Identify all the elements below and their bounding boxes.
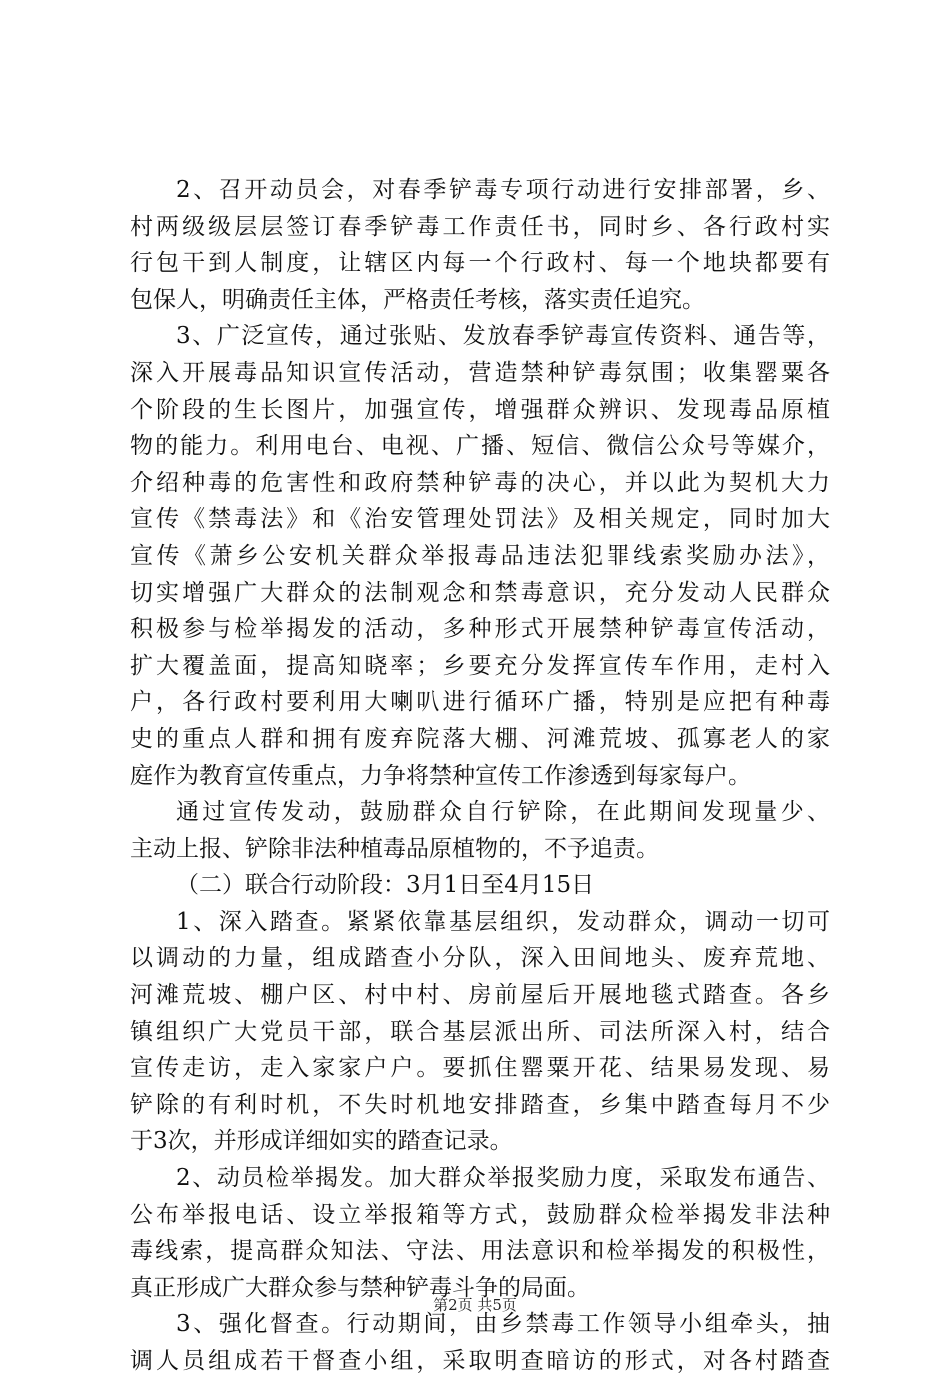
text-line: 镇组织广大党员干部，联合基层派出所、司法所深入村，结合 [130,1018,830,1045]
text-line: 物的能力。利用电台、电视、广播、短信、微信公众号等媒介， [130,433,830,460]
text-line: 于3次，并形成详细如实的踏查记录。 [130,1128,513,1155]
text-line: 毒线索，提高群众知法、守法、用法意识和检举揭发的积极性， [130,1238,830,1265]
text-line: 2、召开动员会，对春季铲毒专项行动进行安排部署，乡、 [176,177,830,203]
text-line: 史的重点人群和拥有废弃院落大棚、河滩荒坡、孤寡老人的家 [130,725,830,752]
text-line: 宣传走访，走入家家户户。要抓住罂粟开花、结果易发现、易 [130,1055,830,1082]
text-line: 包保人，明确责任主体，严格责任考核，落实责任追究。 [130,286,705,313]
page-footer [0,1294,950,1315]
text-line: 以调动的力量，组成踏查小分队，深入田间地头、废弃荒地、 [130,945,830,972]
text-line: 铲除的有利时机，不失时机地安排踏查，乡集中踏查每月不少 [130,1091,830,1118]
text-line: 调人员组成若干督查小组，采取明查暗访的形式，对各村踏查 [130,1348,830,1374]
text-line: 宣传《萧乡公安机关群众举报毒品违法犯罪线索奖励办法》， [130,542,830,569]
text-line: 介绍种毒的危害性和政府禁种铲毒的决心，并以此为契机大力 [130,469,830,496]
text-line: 3、广泛宣传，通过张贴、发放春季铲毒宣传资料、通告等， [176,323,830,350]
text-line: 2、动员检举揭发。加大群众举报奖励力度，采取发布通告、 [176,1165,830,1192]
text-line: 行包干到人制度，让辖区内每一个行政村、每一个地块都要有 [130,250,830,277]
text-line: 切实增强广大群众的法制观念和禁毒意识，充分发动人民群众 [130,579,830,606]
text-line: 户，各行政村要利用大喇叭进行循环广播，特别是应把有种毒 [130,689,830,716]
text-line: 庭作为教育宣传重点，力争将禁种宣传工作渗透到每家每户。 [130,762,751,789]
text-line: 深入开展毒品知识宣传活动，营造禁种铲毒氛围；收集罂粟各 [130,359,830,386]
text-line: 积极参与检举揭发的活动，多种形式开展禁种铲毒宣传活动， [130,616,830,643]
text-line: 主动上报、铲除非法种植毒品原植物的，不予追责。 [130,835,659,862]
text-line: 公布举报电话、设立举报箱等方式，鼓励群众检举揭发非法种 [130,1201,830,1228]
text-line: 扩大覆盖面，提高知晓率；乡要充分发挥宣传车作用，走村入 [130,652,830,679]
text-line: 宣传《禁毒法》和《治安管理处罚法》及相关规定，同时加大 [130,506,830,533]
text-line: 通过宣传发动，鼓励群众自行铲除，在此期间发现量少、 [176,799,830,826]
text-line: 3、强化督查。行动期间，由乡禁毒工作领导小组牵头，抽 [176,1311,830,1338]
page-number-label: 第2页 共5页 [433,1296,517,1314]
text-line: 个阶段的生长图片，加强宣传，增强群众辨识、发现毒品原植 [130,396,830,423]
text-line: 真正形成广大群众参与禁种铲毒斗争的局面。 [130,1274,590,1301]
text-line: 1、深入踏查。紧紧依靠基层组织，发动群众，调动一切可 [176,908,830,935]
text-line: 河滩荒坡、棚户区、村中村、房前屋后开展地毯式踏查。各乡 [130,982,830,1009]
text-line: （二）联合行动阶段：3月1日至4月15日 [176,872,595,899]
document-body [130,172,830,1380]
text-line: 村两级级层层签订春季铲毒工作责任书，同时乡、各行政村实 [130,213,830,240]
